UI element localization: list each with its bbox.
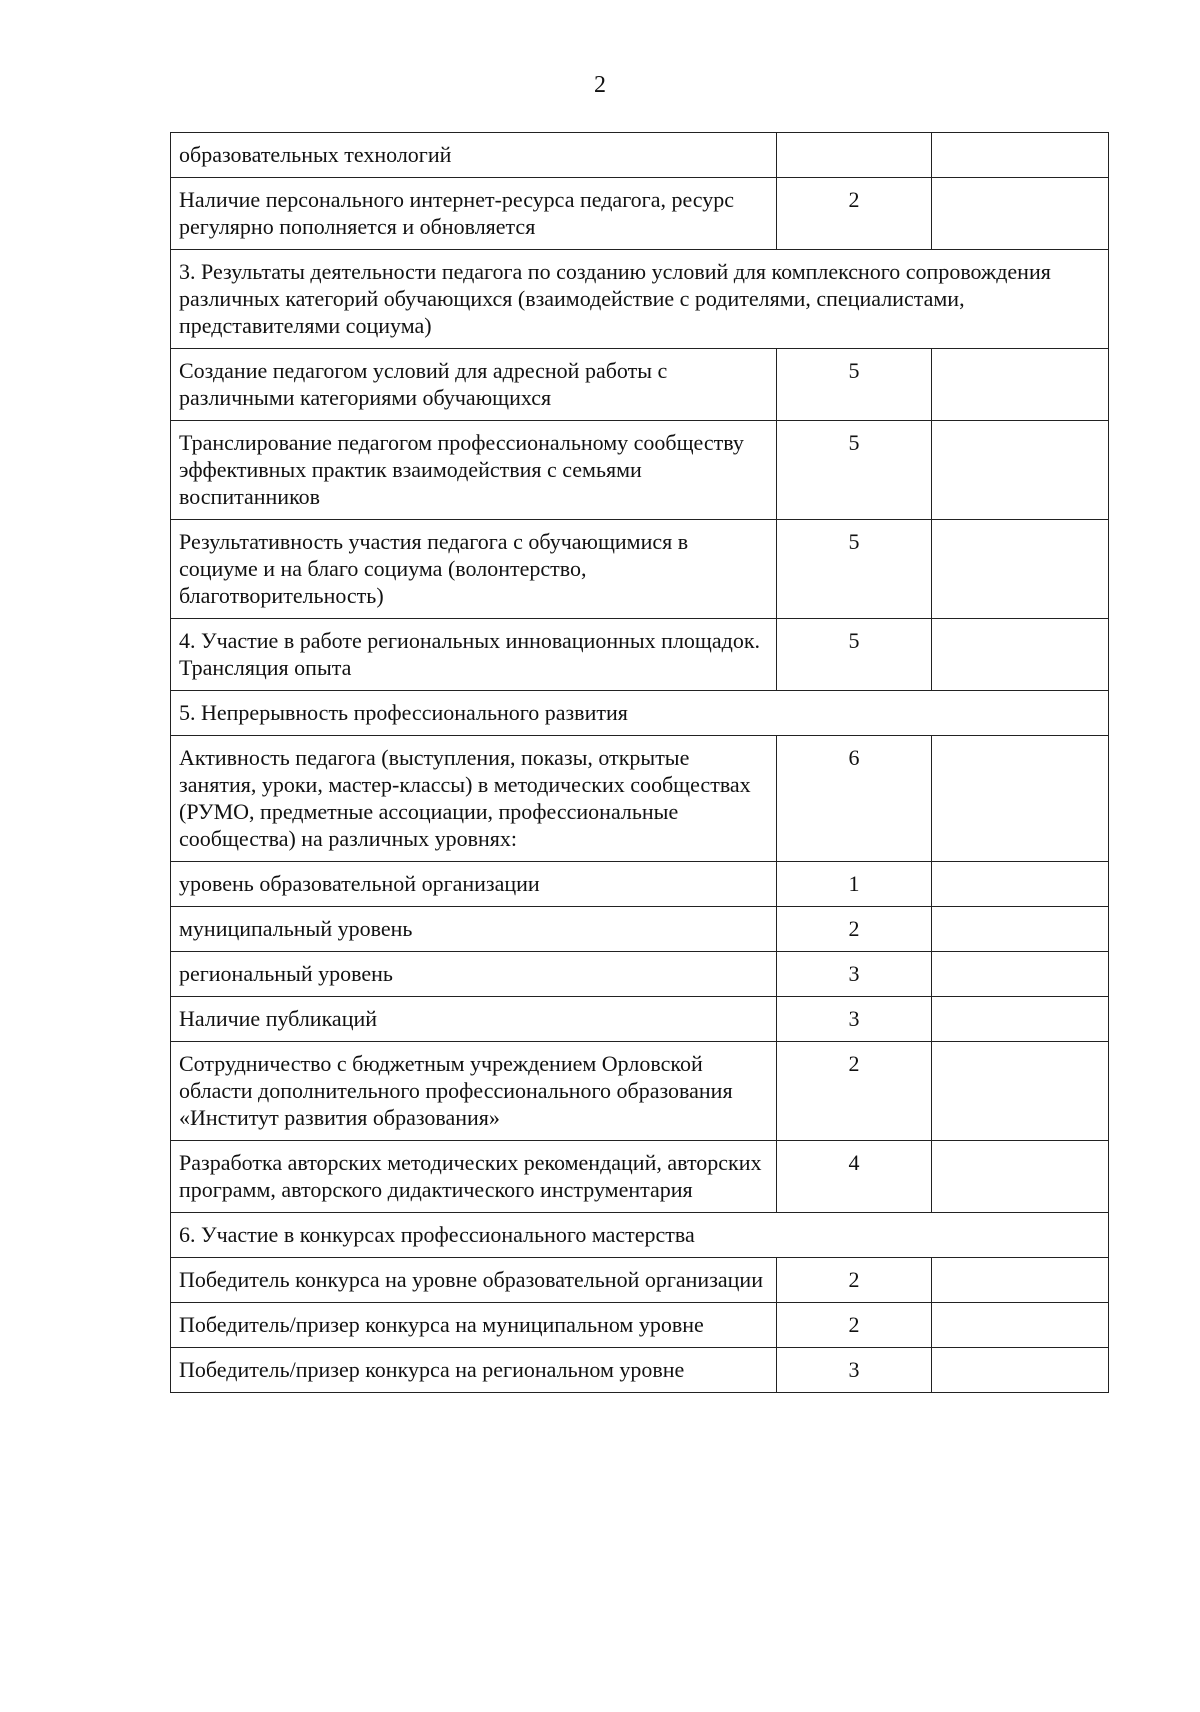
criterion-text: Результативность участия педагога с обучающимися в социуме и на благо социума (волонтерство, благотворительность)	[171, 520, 777, 619]
criterion-text: Наличие публикаций	[171, 997, 777, 1042]
criterion-score-cell	[932, 862, 1109, 907]
criterion-points: 2	[777, 1258, 932, 1303]
section-heading: 6. Участие в конкурсах профессионального мастерства	[171, 1213, 1109, 1258]
criterion-text: Разработка авторских методических рекомендаций, авторских программ, авторского дидактического инструментария	[171, 1141, 777, 1213]
criterion-score-cell	[932, 1348, 1109, 1393]
section-row	[171, 250, 1109, 349]
criterion-score-cell	[932, 997, 1109, 1042]
criterion-row	[171, 862, 1109, 907]
criterion-points: 6	[777, 736, 932, 862]
criterion-points: 5	[777, 520, 932, 619]
criterion-points: 5	[777, 619, 932, 691]
criterion-score-cell	[932, 736, 1109, 862]
criterion-text: Победитель/призер конкурса на региональном уровне	[171, 1348, 777, 1393]
criterion-text: образовательных технологий	[171, 133, 777, 178]
criterion-row	[171, 178, 1109, 250]
criterion-score-cell	[932, 952, 1109, 997]
criterion-row	[171, 952, 1109, 997]
criterion-score-cell	[932, 907, 1109, 952]
section-heading: 3. Результаты деятельности педагога по созданию условий для комплексного сопровождения различных категорий обучающихся (взаимодействие с родителями, специалистами, представителями социума)	[171, 250, 1109, 349]
criterion-row	[171, 1348, 1109, 1393]
criterion-points: 3	[777, 997, 932, 1042]
criterion-score-cell	[932, 520, 1109, 619]
criterion-row	[171, 907, 1109, 952]
criteria-table-body	[171, 133, 1109, 1393]
criterion-score-cell	[932, 349, 1109, 421]
criterion-points: 2	[777, 1042, 932, 1141]
criterion-row	[171, 1303, 1109, 1348]
criterion-row	[171, 1258, 1109, 1303]
criterion-text: муниципальный уровень	[171, 907, 777, 952]
section-row	[171, 691, 1109, 736]
criterion-row	[171, 619, 1109, 691]
criterion-row	[171, 1042, 1109, 1141]
criterion-row	[171, 520, 1109, 619]
criterion-points: 5	[777, 421, 932, 520]
criterion-text: уровень образовательной организации	[171, 862, 777, 907]
criterion-points: 3	[777, 1348, 932, 1393]
criterion-points: 1	[777, 862, 932, 907]
page-number: 2	[594, 72, 606, 98]
criterion-text: региональный уровень	[171, 952, 777, 997]
criterion-text: Победитель/призер конкурса на муниципальном уровне	[171, 1303, 777, 1348]
criterion-text: Активность педагога (выступления, показы, открытые занятия, уроки, мастер-классы) в методических сообществах (РУМО, предметные ассоциации, профессиональные сообщества) на различных уровнях:	[171, 736, 777, 862]
criterion-text: 4. Участие в работе региональных инновационных площадок. Трансляция опыта	[171, 619, 777, 691]
criteria-table	[170, 132, 1109, 1393]
criterion-points: 4	[777, 1141, 932, 1213]
criterion-row	[171, 736, 1109, 862]
criterion-points: 2	[777, 1303, 932, 1348]
criterion-text: Сотрудничество с бюджетным учреждением Орловской области дополнительного профессионального образования «Институт развития образования»	[171, 1042, 777, 1141]
criterion-points: 3	[777, 952, 932, 997]
criterion-text: Создание педагогом условий для адресной работы с различными категориями обучающихся	[171, 349, 777, 421]
criterion-score-cell	[932, 1042, 1109, 1141]
criterion-points: 2	[777, 907, 932, 952]
section-row	[171, 1213, 1109, 1258]
criterion-score-cell	[932, 421, 1109, 520]
criterion-score-cell	[932, 1141, 1109, 1213]
criterion-row	[171, 997, 1109, 1042]
criterion-points: 2	[777, 178, 932, 250]
criterion-score-cell	[932, 1258, 1109, 1303]
section-heading: 5. Непрерывность профессионального развития	[171, 691, 1109, 736]
criterion-row	[171, 349, 1109, 421]
criterion-row	[171, 133, 1109, 178]
criterion-text: Наличие персонального интернет-ресурса педагога, ресурс регулярно пополняется и обновляется	[171, 178, 777, 250]
criterion-points: 5	[777, 349, 932, 421]
criterion-row	[171, 421, 1109, 520]
criterion-text: Транслирование педагогом профессиональному сообществу эффективных практик взаимодействия с семьями воспитанников	[171, 421, 777, 520]
criterion-row	[171, 1141, 1109, 1213]
criterion-score-cell	[932, 178, 1109, 250]
criterion-text: Победитель конкурса на уровне образовательной организации	[171, 1258, 777, 1303]
criterion-points	[777, 133, 932, 178]
criterion-score-cell	[932, 619, 1109, 691]
criterion-score-cell	[932, 133, 1109, 178]
criterion-score-cell	[932, 1303, 1109, 1348]
